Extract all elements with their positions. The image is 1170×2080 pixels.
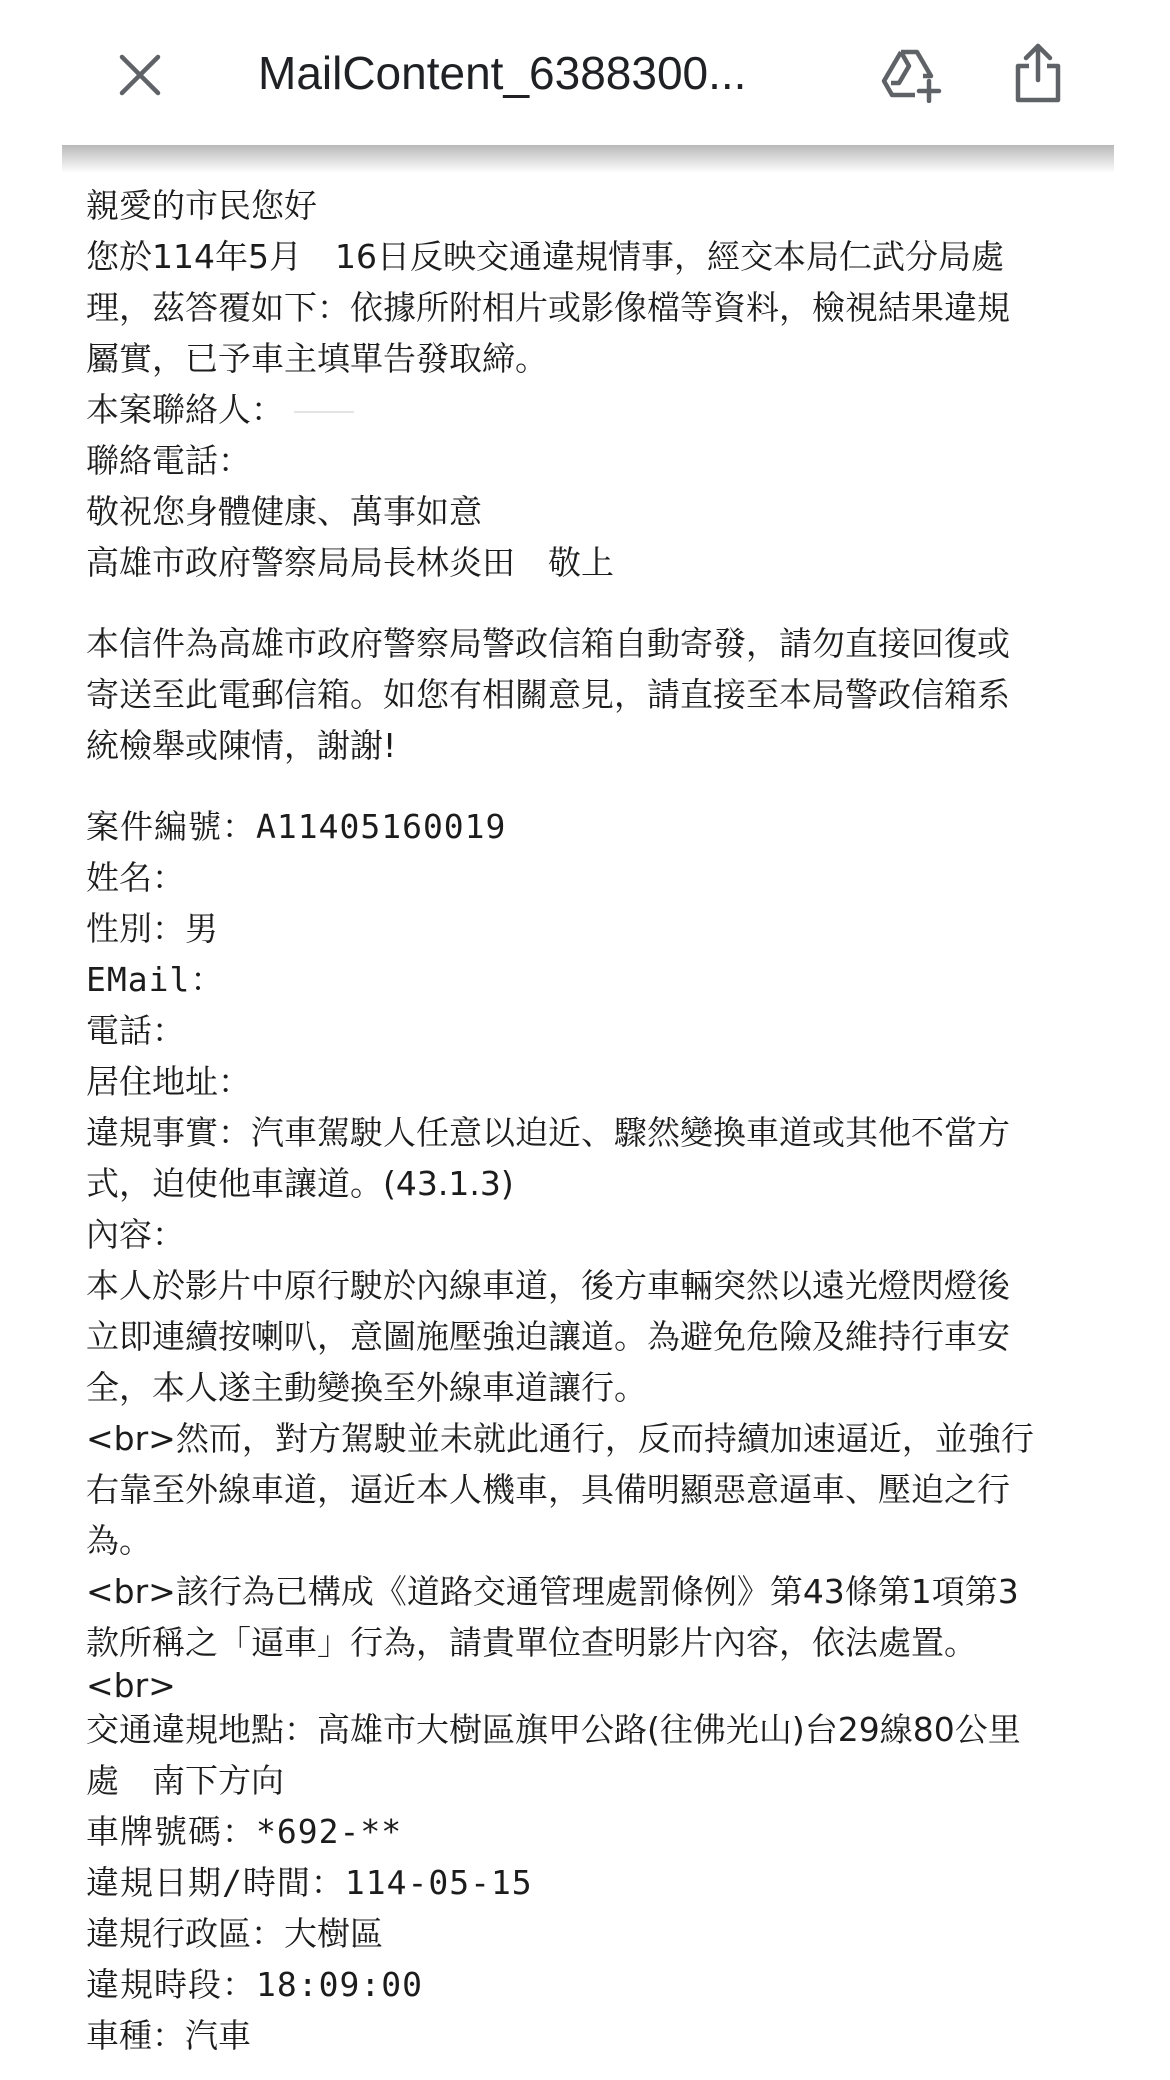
content-line: <br>: [86, 1666, 176, 1705]
share-button[interactable]: [1003, 38, 1073, 108]
content-line: 為。: [86, 1521, 152, 1560]
violation-fact: 式，迫使他車讓道。(43.1.3): [86, 1164, 514, 1203]
violation-district: 違規行政區：大樹區: [86, 1914, 383, 1953]
vehicle-type: 車種：汽車: [86, 2016, 251, 2055]
notice-line: 寄送至此電郵信箱。如您有相關意見，請直接至本局警政信箱系: [86, 675, 1010, 714]
top-app-bar: [0, 0, 1170, 145]
contact-person-label: 本案聯絡人：: [86, 384, 1126, 435]
greeting: 親愛的市民您好: [86, 186, 317, 225]
location-line: 交通違規地點：高雄市大樹區旗甲公路(往佛光山)台29線80公里: [86, 1710, 1021, 1749]
mail-body: [86, 180, 1126, 2061]
toolbar-shadow: [62, 145, 1114, 173]
location-line: 處 南下方向: [86, 1761, 284, 1800]
content-label: 內容：: [86, 1215, 185, 1254]
content-line: 全，本人遂主動變換至外線車道讓行。: [86, 1368, 647, 1407]
violation-date: 違規日期/時間：114-05-15: [86, 1863, 533, 1902]
content-line: 本人於影片中原行駛於內線車道，後方車輛突然以遠光燈閃燈後: [86, 1266, 1010, 1305]
redacted-contact: [294, 411, 354, 413]
content-line: 款所稱之「逼車」行為，請貴單位查明影片內容，依法處置。: [86, 1623, 977, 1662]
case-phone: 電話：: [86, 1011, 185, 1050]
regards-line: 敬祝您身體健康、萬事如意: [86, 492, 482, 531]
case-address: 居住地址：: [86, 1062, 251, 1101]
license-plate: 車牌號碼：*692-**: [86, 1812, 403, 1851]
content-line: 立即連續按喇叭，意圖施壓強迫讓道。為避免危險及維持行車安: [86, 1317, 1010, 1356]
close-button[interactable]: [110, 45, 170, 105]
case-name: 姓名：: [86, 858, 185, 897]
contact-phone-label: 聯絡電話：: [86, 441, 251, 480]
violation-fact: 違規事實：汽車駕駛人任意以迫近、驟然變換車道或其他不當方: [86, 1113, 1010, 1152]
reply-line: 屬實，已予車主填單告發取締。: [86, 339, 548, 378]
close-icon: [118, 53, 162, 97]
notice-line: 本信件為高雄市政府警察局警政信箱自動寄發，請勿直接回復或: [86, 624, 1010, 663]
reply-line: 理，茲答覆如下：依據所附相片或影像檔等資料，檢視結果違規: [86, 288, 1010, 327]
case-email: EMail：: [86, 960, 225, 999]
content-line: 右靠至外線車道，逼近本人機車，具備明顯惡意逼車、壓迫之行: [86, 1470, 1010, 1509]
spacer: [86, 771, 1126, 801]
add-to-drive-icon: [879, 47, 943, 103]
content-line: <br>該行為已構成《道路交通管理處罰條例》第43條第1項第3: [86, 1572, 1019, 1611]
notice-line: 統檢舉或陳情，謝謝!: [86, 726, 397, 765]
case-gender: 性別：男: [86, 909, 218, 948]
case-number: 案件編號：A11405160019: [86, 807, 507, 846]
reply-line: 您於114年5月 16日反映交通違規情事，經交本局仁武分局處: [86, 237, 1004, 276]
document-title: MailContent_6388300...: [258, 47, 747, 99]
add-to-drive-button[interactable]: [876, 40, 946, 110]
signature-line: 高雄市政府警察局局長林炎田 敬上: [86, 543, 614, 582]
spacer: [86, 588, 1126, 618]
violation-time: 違規時段：18:09:00: [86, 1965, 423, 2004]
share-icon: [1013, 42, 1063, 104]
content-line: <br>然而，對方駕駛並未就此通行，反而持續加速逼近，並強行: [86, 1419, 1034, 1458]
